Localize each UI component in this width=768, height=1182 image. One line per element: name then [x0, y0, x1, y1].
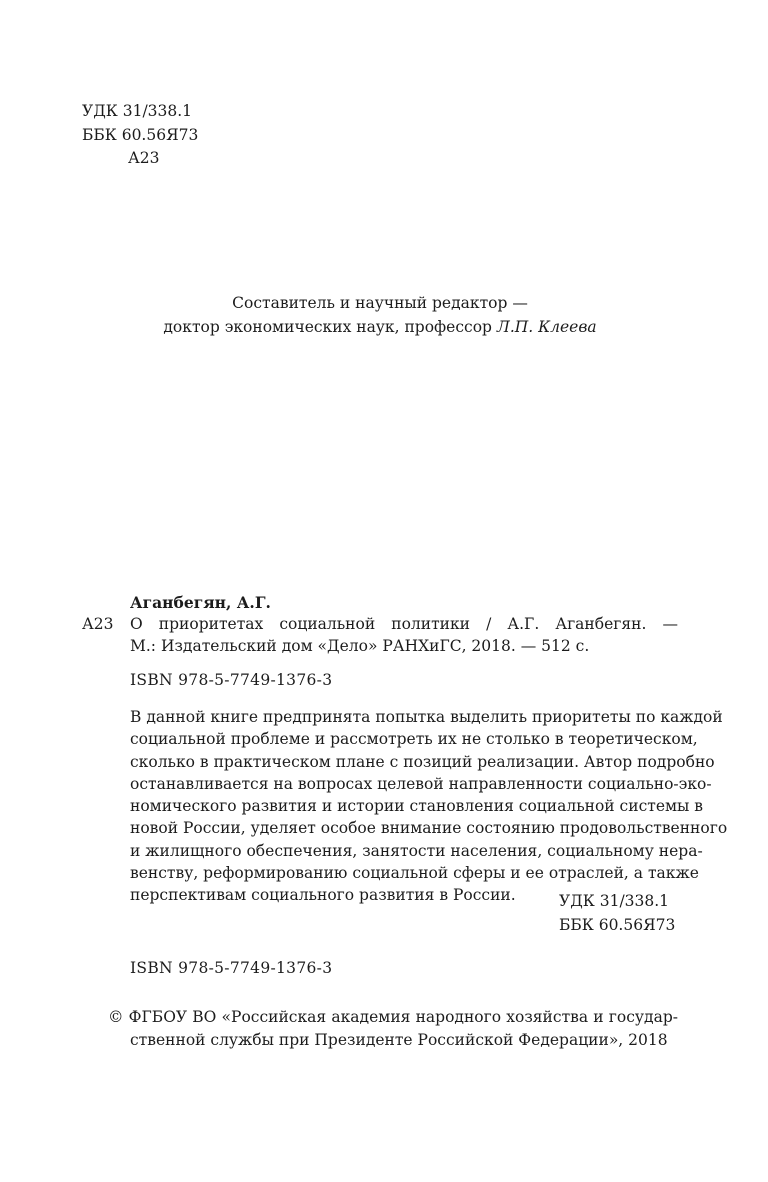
copyright-line-1: © ФГБОУ ВО «Российская академия народного хозяйства и государ- — [108, 1008, 678, 1026]
bibliography-author-mark: А23 — [82, 615, 114, 633]
editor-line-2 — [150, 316, 610, 340]
udk-code-bottom: УДК 31/338.1 — [559, 892, 670, 910]
editor-role: доктор экономических наук, профессор — [163, 317, 497, 336]
bbk-code-bottom: ББК 60.56Я73 — [559, 915, 676, 934]
udk-code: УДК 31/338.1 — [82, 102, 193, 120]
abstract-line: новой России, уделяет особое внимание состоянию продовольственного — [130, 819, 728, 838]
bibliography-title-line-2: М.: Издательский дом «Дело» РАНХиГС, 2018. — 512 с. — [130, 637, 590, 655]
abstract-line: и жилищного обеспечения, занятости населения, социальному нера- — [130, 841, 703, 860]
abstract-line: останавливается на вопросах целевой направленности социально-эко- — [130, 774, 712, 793]
bbk-code: ББК 60.56Я73 — [82, 125, 199, 144]
abstract-line: перспективам социального развития в России. — [130, 886, 516, 905]
classification-codes — [82, 100, 198, 171]
editor-name: Л.П. Клеева — [496, 317, 597, 336]
abstract-line: венству, реформированию социальной сферы и ее отраслей, а также — [130, 864, 699, 883]
abstract-line: В данной книге предпринята попытка выделить приоритеты по каждой — [130, 708, 723, 726]
editor-line-1: Составитель и научный редактор — — [232, 294, 528, 312]
abstract-line: сколько в практическом плане с позиций реализации. Автор подробно — [130, 752, 715, 771]
copyright — [108, 1006, 678, 1051]
classification-codes-bottom — [559, 890, 675, 937]
copyright-line-2: ственной службы при Президенте Российской Федерации», 2018 — [130, 1030, 668, 1049]
bibliography-title-line-1: О приоритетах социальной политики / А.Г. Аганбегян. — — [130, 615, 678, 633]
abstract-line: социальной проблеме и рассмотреть их не столько в теоретическом, — [130, 730, 698, 749]
isbn-bottom: ISBN 978-5-7749-1376-3 — [130, 959, 333, 977]
editor-credit — [150, 292, 610, 339]
abstract-line: номического развития и истории становления социальной системы в — [130, 797, 704, 816]
abstract — [130, 706, 728, 907]
isbn: ISBN 978-5-7749-1376-3 — [130, 671, 333, 689]
author-heading: Аганбегян, А.Г. — [130, 593, 271, 612]
author-mark: А23 — [128, 149, 160, 167]
